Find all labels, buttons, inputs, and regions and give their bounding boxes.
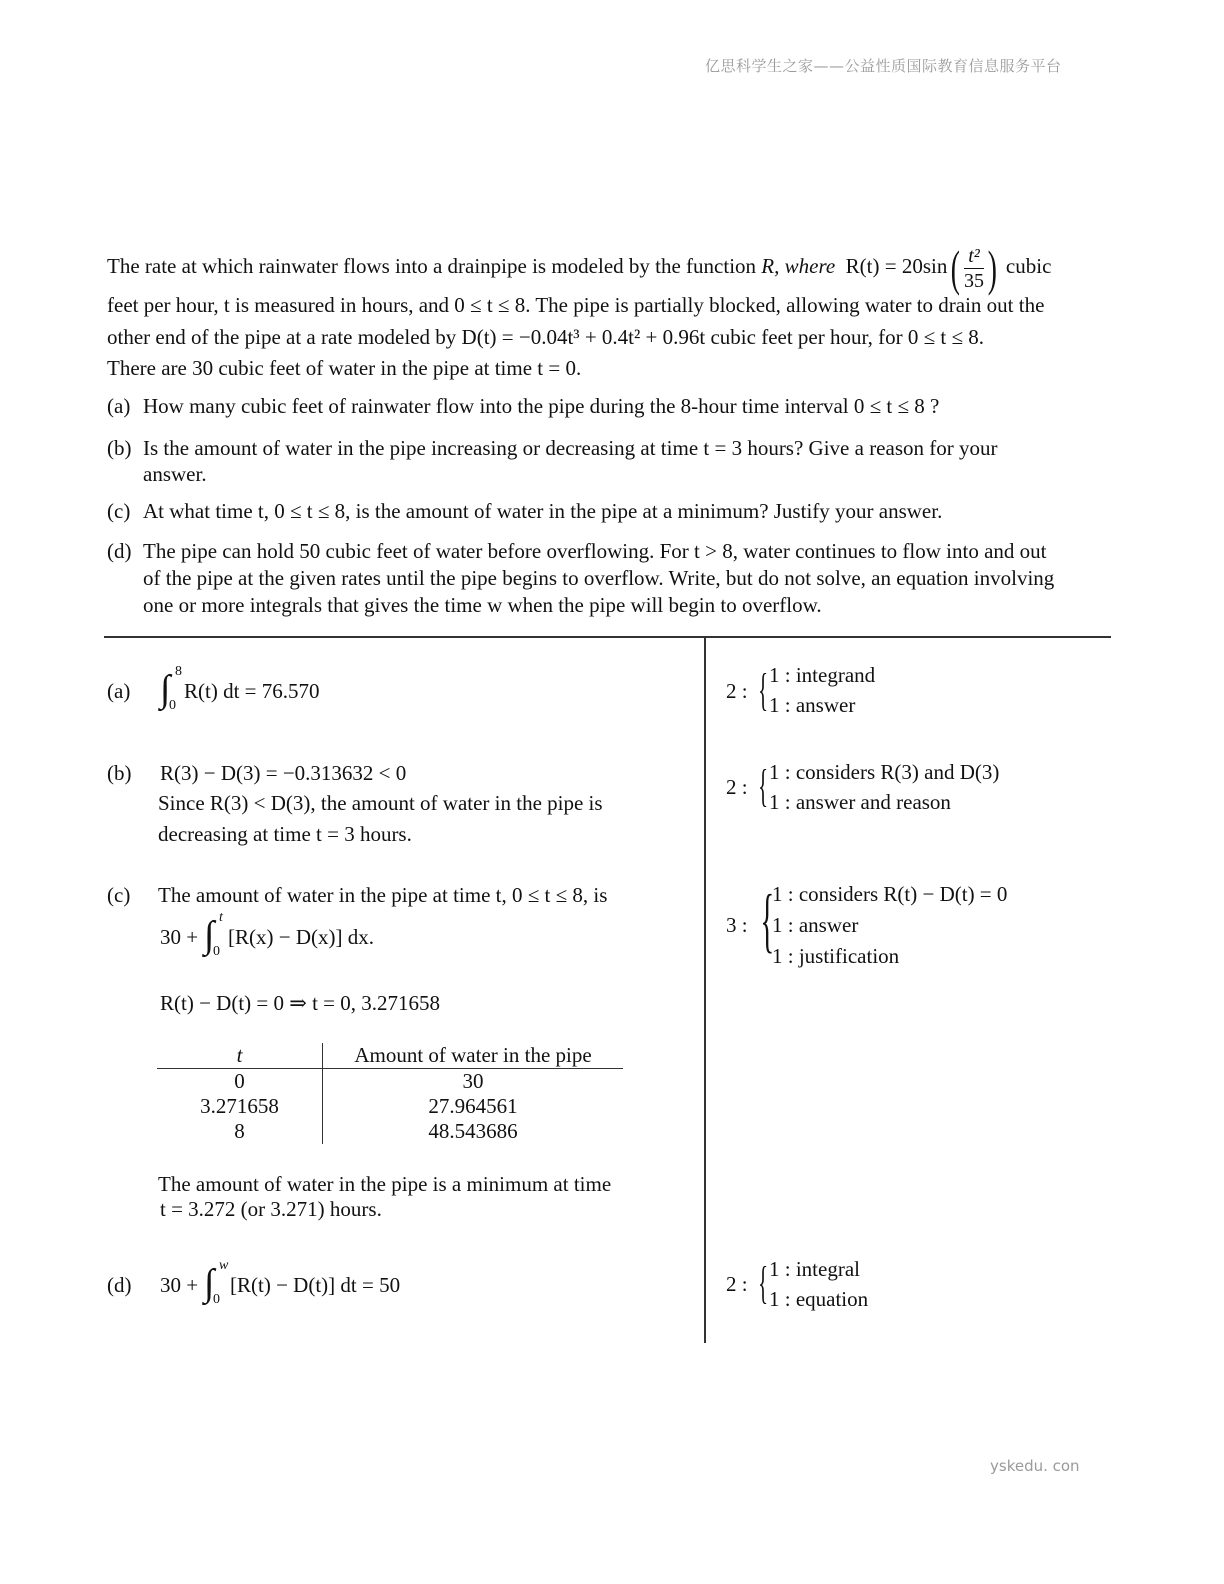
left-paren-icon: ( xyxy=(951,240,961,296)
score-b-item-2: 1 : answer and reason xyxy=(769,790,951,814)
table-cell-t: 0 xyxy=(157,1069,323,1095)
right-paren-icon: ) xyxy=(987,240,997,296)
part-d-question-line2: of the pipe at the given rates until the pipe begins to overflow. Write, but do not solve, an equation involving xyxy=(143,566,1055,590)
intro-text-b: R, where xyxy=(761,253,836,278)
solution-b-line2: Since R(3) < D(3), the amount of water in the pipe is xyxy=(158,791,603,815)
intro-line-3: other end of the pipe at a rate modeled by D(t) = −0.04t³ + 0.4t² + 0.96t cubic feet per hour, for 0 ≤ t ≤ 8. xyxy=(107,325,985,349)
intro-text-a: The rate at which rainwater flows into a drainpipe is modeled by the function xyxy=(107,253,757,278)
solution-a-expression: R(t) dt = 76.570 xyxy=(184,679,320,703)
lower-limit: 0 xyxy=(213,1292,220,1307)
score-d-item-1: 1 : integral xyxy=(769,1257,860,1281)
part-c-label: (c) xyxy=(107,499,131,523)
water-amount-table xyxy=(157,1043,623,1144)
table-row xyxy=(157,1119,623,1144)
integral-sign-icon: ∫ xyxy=(204,914,215,956)
score-d-item-2: 1 : equation xyxy=(769,1287,869,1311)
brace-icon: { xyxy=(760,880,775,960)
part-b-label: (b) xyxy=(107,436,132,460)
part-d-question-line1: The pipe can hold 50 cubic feet of water before overflowing. For t > 8, water continues to flow into and out xyxy=(143,539,1047,563)
solution-d-integral xyxy=(160,1260,450,1310)
footer-url: yskedu. con xyxy=(990,1457,1080,1475)
solution-d-label: (d) xyxy=(107,1273,132,1297)
upper-limit: 8 xyxy=(175,664,182,679)
solution-a-label: (a) xyxy=(107,679,131,703)
solution-b-line1: R(3) − D(3) = −0.313632 < 0 xyxy=(160,761,407,785)
integral-prefix: 30 + xyxy=(160,1273,199,1297)
intro-line-4: There are 30 cubic feet of water in the pipe at time t = 0. xyxy=(107,356,582,380)
solution-c-conclusion-line1: The amount of water in the pipe is a minimum at time xyxy=(158,1172,612,1196)
score-d-points: 2 : xyxy=(726,1272,748,1296)
brace-icon: { xyxy=(758,1257,769,1308)
intro-fraction xyxy=(964,246,984,291)
fraction-denominator: 35 xyxy=(964,269,985,292)
score-a-item-1: 1 : integrand xyxy=(769,663,876,687)
score-a-item-2: 1 : answer xyxy=(769,693,856,717)
integral-sign-icon: ∫ xyxy=(204,1262,215,1304)
score-a-points: 2 : xyxy=(726,679,748,703)
score-c-item-1: 1 : considers R(t) − D(t) = 0 xyxy=(772,882,1008,906)
table-cell-amount: 27.964561 xyxy=(428,1094,518,1118)
integral-prefix: 30 + xyxy=(160,925,199,949)
intro-text-c: R(t) = 20sin xyxy=(845,253,948,278)
part-b-question-line1: Is the amount of water in the pipe increasing or decreasing at time t = 3 hours? Give a reason for your xyxy=(143,436,998,460)
integral-sign-icon: ∫ xyxy=(160,668,171,710)
solution-c-integral xyxy=(160,912,420,962)
brace-icon: { xyxy=(758,760,769,811)
lower-limit: 0 xyxy=(169,698,176,713)
solution-c-label: (c) xyxy=(107,883,131,907)
brace-icon: { xyxy=(758,664,769,715)
table-cell-t: 8 xyxy=(157,1119,323,1144)
lower-limit: 0 xyxy=(213,944,220,959)
table-cell-t: 3.271658 xyxy=(157,1094,323,1119)
score-b-points: 2 : xyxy=(726,775,748,799)
score-c-points: 3 : xyxy=(726,913,748,937)
solution-b-line3: decreasing at time t = 3 hours. xyxy=(158,822,412,846)
fraction-numerator: t² xyxy=(964,246,984,269)
score-b-item-1: 1 : considers R(3) and D(3) xyxy=(769,760,1000,784)
intro-line-2: feet per hour, t is measured in hours, and 0 ≤ t ≤ 8. The pipe is partially blocked, allowing water to drain out the xyxy=(107,293,1045,317)
table-header-t: t xyxy=(157,1043,323,1069)
solution-c-line1: The amount of water in the pipe at time t, 0 ≤ t ≤ 8, is xyxy=(158,883,608,907)
intro-text-d: cubic xyxy=(1005,253,1052,278)
part-b-question-line2: answer. xyxy=(143,462,207,486)
header-site-text: 亿思科学生之家——公益性质国际教育信息服务平台 xyxy=(705,57,1062,75)
table-cell-amount: 30 xyxy=(462,1069,484,1093)
part-d-question-line3: one or more integrals that gives the time w when the pipe will begin to overflow. xyxy=(143,593,822,617)
solution-b-label: (b) xyxy=(107,761,132,785)
horizontal-divider xyxy=(104,636,1111,638)
part-a-question: How many cubic feet of rainwater flow into the pipe during the 8-hour time interval 0 ≤ t ≤ 8 ? xyxy=(143,394,940,418)
score-c-item-2: 1 : answer xyxy=(772,913,859,937)
upper-limit: w xyxy=(219,1258,229,1273)
part-a-label: (a) xyxy=(107,394,131,418)
table-row xyxy=(157,1069,623,1095)
solution-c-conclusion-line2: t = 3.272 (or 3.271) hours. xyxy=(160,1197,382,1221)
part-c-question: At what time t, 0 ≤ t ≤ 8, is the amount of water in the pipe at a minimum? Justify your answer. xyxy=(143,499,943,523)
upper-limit: t xyxy=(219,910,223,925)
solution-c-line3: R(t) − D(t) = 0 ⇒ t = 0, 3.271658 xyxy=(160,991,441,1015)
integral-expression: [R(x) − D(x)] dx. xyxy=(228,925,374,949)
solution-a-integral xyxy=(160,666,370,716)
table-row xyxy=(157,1094,623,1119)
table-cell-amount: 48.543686 xyxy=(428,1119,518,1143)
vertical-divider xyxy=(704,637,706,1343)
integral-expression: [R(t) − D(t)] dt = 50 xyxy=(230,1273,401,1297)
part-d-label: (d) xyxy=(107,539,132,563)
intro-line-1 xyxy=(107,240,1052,296)
score-c-item-3: 1 : justification xyxy=(772,944,900,968)
table-header-amount: Amount of water in the pipe xyxy=(323,1043,624,1069)
